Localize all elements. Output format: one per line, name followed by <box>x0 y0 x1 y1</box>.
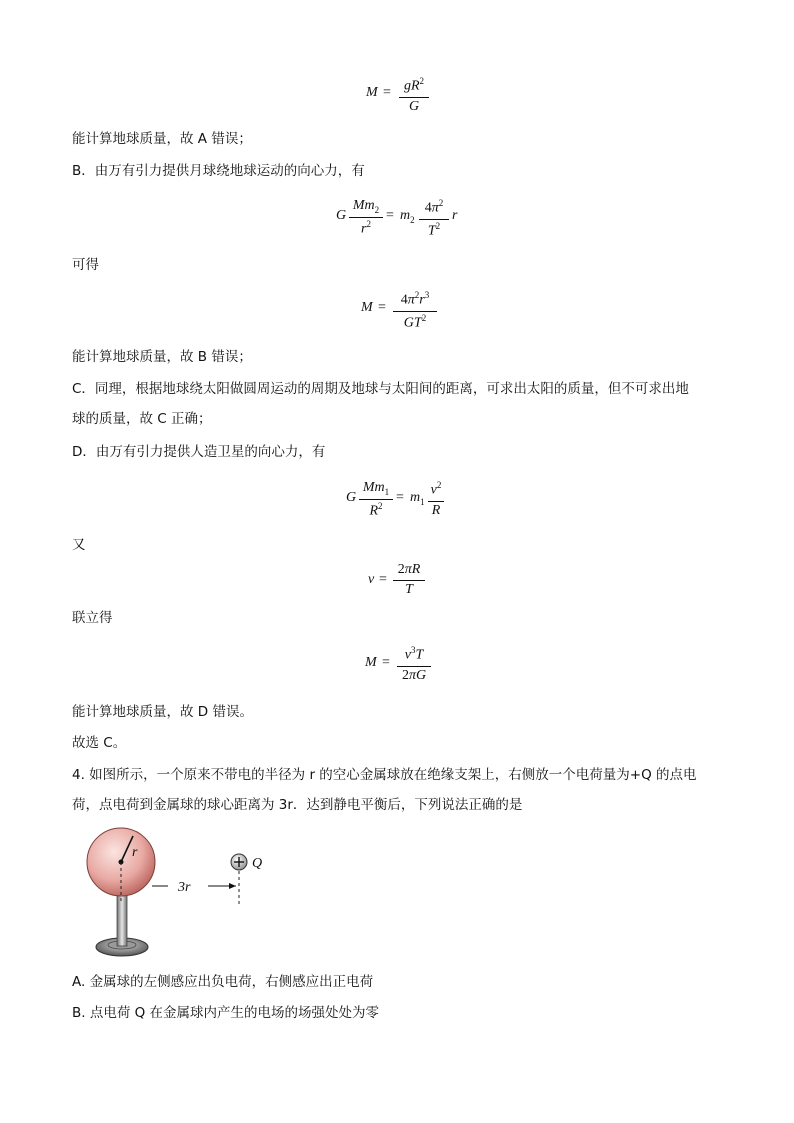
text-line: D．由万有引力提供人造卫星的向心力，有 <box>72 444 326 460</box>
option-b[interactable]: B. 点电荷 Q 在金属球内产生的电场的场强处处为零 <box>72 1005 380 1021</box>
equation-mass-gravity: M = $gR^2$ G <box>366 76 446 116</box>
text-line: C．同理，根据地球绕太阳做圆周运动的周期及地球与太阳间的距离，可求出太阳的质量，但不可求出地 <box>72 381 689 397</box>
equation-mass-period: M = $4\pi^2r^3$ $GT^2$ <box>361 290 451 334</box>
question-4-stem: 荷，点电荷到金属球的球心距离为 3r．达到静电平衡后，下列说法正确的是 <box>72 797 523 813</box>
text-line: 又 <box>72 537 86 553</box>
charge-label: Q <box>252 856 263 871</box>
equation-moon-orbit: G $Mm_2$ $r^2$ = $m_2$ $4\pi^2$ $T^2$ r <box>336 198 458 239</box>
text-line: B．由万有引力提供月球绕地球运动的向心力，有 <box>72 163 365 179</box>
equation-velocity: v = 2πR T <box>368 562 448 602</box>
text-line: 能计算地球质量，故 A 错误； <box>72 131 252 147</box>
equation-satellite-orbit: G $Mm_1$ $R^2$ = $m_1$ $v^2$ R <box>346 480 466 524</box>
insulating-rod <box>117 892 127 946</box>
text-line: 可得 <box>72 257 99 273</box>
text-line: 联立得 <box>72 610 113 626</box>
text-line: 球的质量，故 C 正确； <box>72 411 212 427</box>
question-4-stem: 4. 如图所示，一个原来不带电的半径为 r 的空心金属球放在绝缘支架上，右侧放一个电荷量为+Q 的点电 <box>72 767 697 783</box>
text-line: 能计算地球质量，故 B 错误； <box>72 349 252 365</box>
text-line: 能计算地球质量，故 D 错误。 <box>72 704 253 720</box>
distance-label: 3r <box>178 880 191 895</box>
text-line: 故选 C。 <box>72 735 127 751</box>
metal-sphere-figure <box>80 824 280 964</box>
equation-mass-velocity: M = $v^3T$ 2πG <box>365 645 445 689</box>
radius-label: r <box>132 845 138 860</box>
option-a[interactable]: A. 金属球的左侧感应出负电荷，右侧感应出正电荷 <box>72 974 374 990</box>
